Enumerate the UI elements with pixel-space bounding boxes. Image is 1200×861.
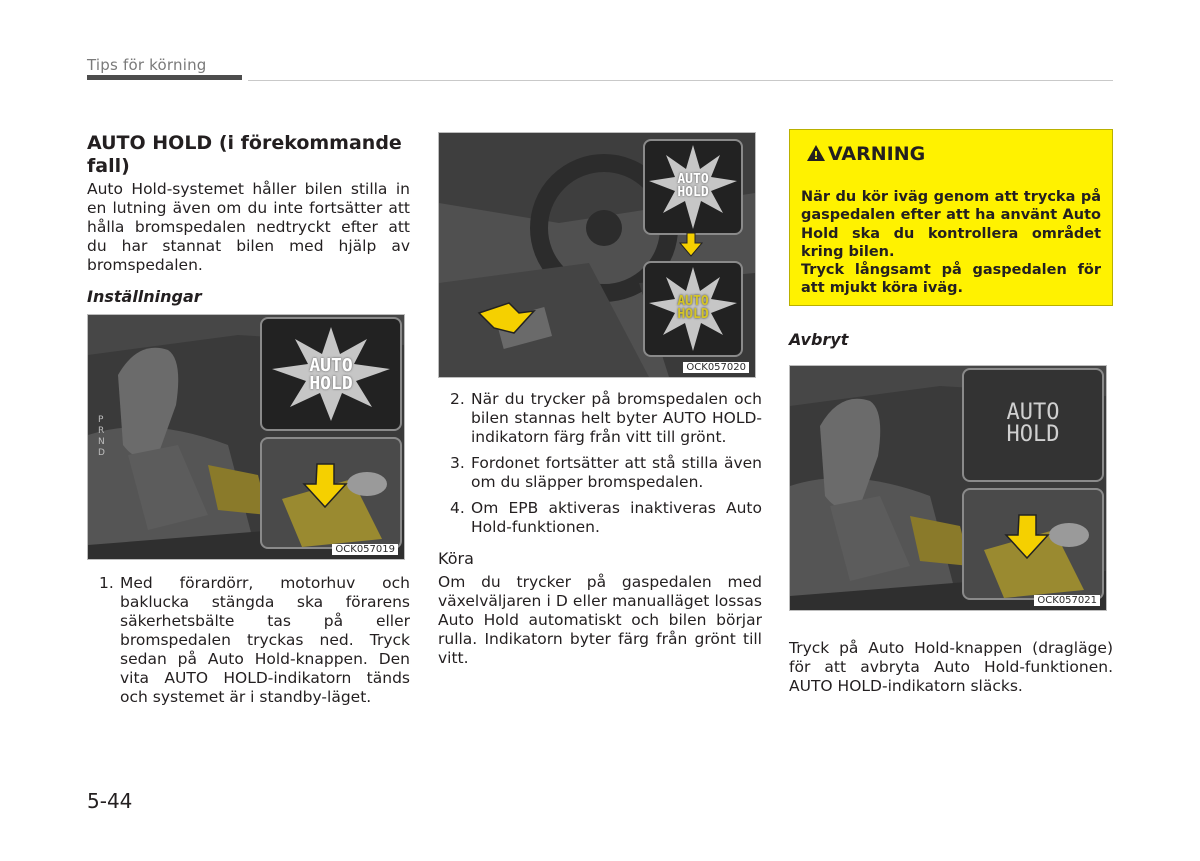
gear-letter-p: P [98, 415, 104, 425]
warning-title: VARNING [828, 143, 926, 165]
warning-line-1: När du kör iväg genom att trycka på gaspedalen efter att ha använt Auto Hold ska du kontrollera området kring bilen. [801, 189, 1101, 260]
cancel-paragraph: Tryck på Auto Hold-knappen (dragläge) för att avbryta Auto Hold-funktionen. AUTO HOLD-indikatorn släcks. [789, 639, 1113, 695]
autohold-line1: AUTO [677, 172, 709, 187]
figure-code: OCK057021 [1034, 595, 1100, 606]
step-number: 2. [450, 390, 465, 408]
warning-heading [806, 142, 925, 166]
middle-column [438, 132, 762, 668]
figure-driver-cockpit [438, 132, 756, 378]
intro-paragraph: Auto Hold-systemet håller bilen stilla in en lutning även om du inte fortsätter att hålla bromspedalen nedtryckt efter att du har stannat bilen med hjälp av bromspedalen. [87, 180, 410, 274]
autohold-label-white [645, 173, 741, 199]
warning-box [789, 129, 1113, 306]
step-list-2 [438, 390, 762, 537]
left-column [87, 132, 410, 707]
step-number: 1. [99, 574, 114, 592]
header-rule-dark [87, 75, 242, 80]
autohold-label-green [645, 295, 741, 321]
figure-code: OCK057019 [332, 544, 398, 555]
figure-code: OCK057020 [683, 362, 749, 373]
step-list-1 [87, 574, 410, 707]
right-column [789, 129, 1113, 696]
autohold-line2: HOLD [1006, 422, 1060, 447]
figure-gear-console [87, 314, 405, 560]
gear-letters [98, 415, 114, 459]
autohold-line2: HOLD [677, 185, 709, 200]
gear-letter-n: N [98, 437, 105, 447]
autohold-line2: HOLD [677, 307, 709, 322]
autohold-line1: AUTO [1006, 400, 1060, 425]
warning-triangle-icon [806, 142, 828, 166]
list-item [438, 454, 762, 492]
step-text: Om EPB aktiveras inaktiveras Auto Hold-funktionen. [471, 499, 762, 536]
press-arrow-icon [964, 490, 1102, 598]
autohold-off-inset [962, 368, 1104, 482]
warning-symbol: ! [813, 149, 819, 162]
figure-cancel-console [789, 365, 1107, 611]
autohold-label-off [964, 402, 1102, 446]
autohold-line2: HOLD [309, 373, 353, 394]
step-text: Fordonet fortsätter att stå stilla även om du släpper bromspedalen. [471, 454, 762, 491]
autohold-white-inset [643, 139, 743, 235]
button-closeup-inset [962, 488, 1104, 600]
page-title: AUTO HOLD (i förekommande fall) [87, 132, 402, 177]
down-arrow-icon [679, 233, 703, 257]
section-label: Tips för körning [87, 56, 207, 74]
page-number: 5-44 [87, 789, 133, 813]
press-arrow-icon [262, 439, 400, 547]
list-item [438, 499, 762, 537]
warning-line-2: Tryck långsamt på gaspedalen för att mjukt köra iväg. [801, 262, 1101, 297]
list-item [438, 390, 762, 447]
autohold-green-inset [643, 261, 743, 357]
button-closeup-inset [260, 437, 402, 549]
step-text: När du trycker på bromspedalen och bilen stannas helt byter AUTO HOLD-indikatorn färg från vitt till grönt. [471, 390, 762, 446]
list-item [87, 574, 410, 707]
settings-heading: Inställningar [87, 287, 202, 306]
gear-letter-d: D [98, 448, 105, 458]
step-number: 4. [450, 499, 465, 517]
driving-heading: Köra [438, 549, 474, 568]
autohold-line1: AUTO [309, 355, 353, 376]
header-rule-light [248, 80, 1113, 81]
autohold-label-white [262, 357, 400, 393]
gear-letter-r: R [98, 426, 105, 436]
warning-body [801, 188, 1101, 298]
step-number: 3. [450, 454, 465, 472]
step-text: Med förardörr, motorhuv och baklucka stängda ska förarens säkerhetsbälte tas på eller bromspedalen tryckas ned. Tryck sedan på Auto Hold-knappen. Den vita AUTO HOLD-indikatorn tänds och systemet är i standby-läget. [120, 574, 410, 706]
autohold-indicator-inset [260, 317, 402, 431]
driving-paragraph: Om du trycker på gaspedalen med växelväljaren i D eller manualläget lossas Auto Hold automatiskt och bilen börjar rulla. Indikatorn byter färg från grönt till vitt. [438, 573, 762, 667]
cancel-heading: Avbryt [789, 330, 849, 349]
autohold-line1: AUTO [677, 294, 709, 309]
